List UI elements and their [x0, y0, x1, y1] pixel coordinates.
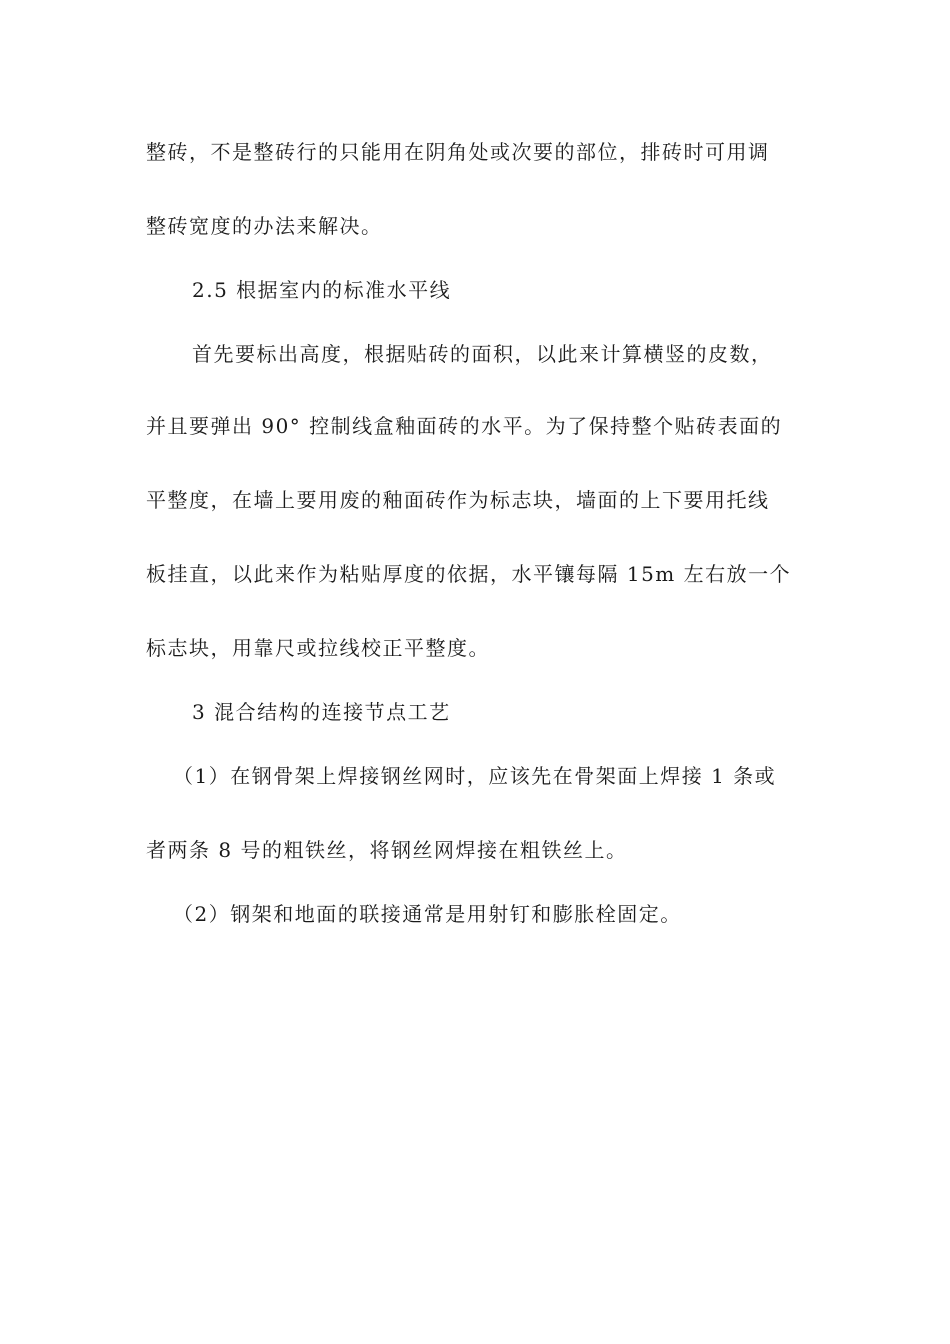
section-heading-3: 3 混合结构的连接节点工艺: [192, 700, 451, 724]
paragraph-line: 并且要弹出 90° 控制线盒釉面砖的水平。为了保持整个贴砖表面的: [146, 414, 783, 438]
list-item-1-line: 者两条 8 号的粗铁丝，将钢丝网焊接在粗铁丝上。: [146, 838, 628, 862]
paragraph-line: 整砖宽度的办法来解决。: [146, 214, 383, 238]
list-item-2-line: （2）钢架和地面的联接通常是用射钉和膨胀栓固定。: [173, 902, 682, 926]
paragraph-line: 板挂直，以此来作为粘贴厚度的依据，水平镶每隔 15m 左右放一个: [146, 562, 792, 586]
section-heading-2-5: 2.5 根据室内的标准水平线: [192, 278, 452, 302]
paragraph-line: 平整度，在墙上要用废的釉面砖作为标志块，墙面的上下要用托线: [146, 488, 770, 512]
paragraph-line: 整砖，不是整砖行的只能用在阴角处或次要的部位，排砖时可用调: [146, 140, 770, 164]
paragraph-line: 首先要标出高度，根据贴砖的面积，以此来计算横竖的皮数，: [192, 342, 773, 366]
paragraph-line: 标志块，用靠尺或拉线校正平整度。: [146, 636, 490, 660]
list-item-1-line: （1）在钢骨架上焊接钢丝网时，应该先在骨架面上焊接 1 条或: [173, 764, 777, 788]
